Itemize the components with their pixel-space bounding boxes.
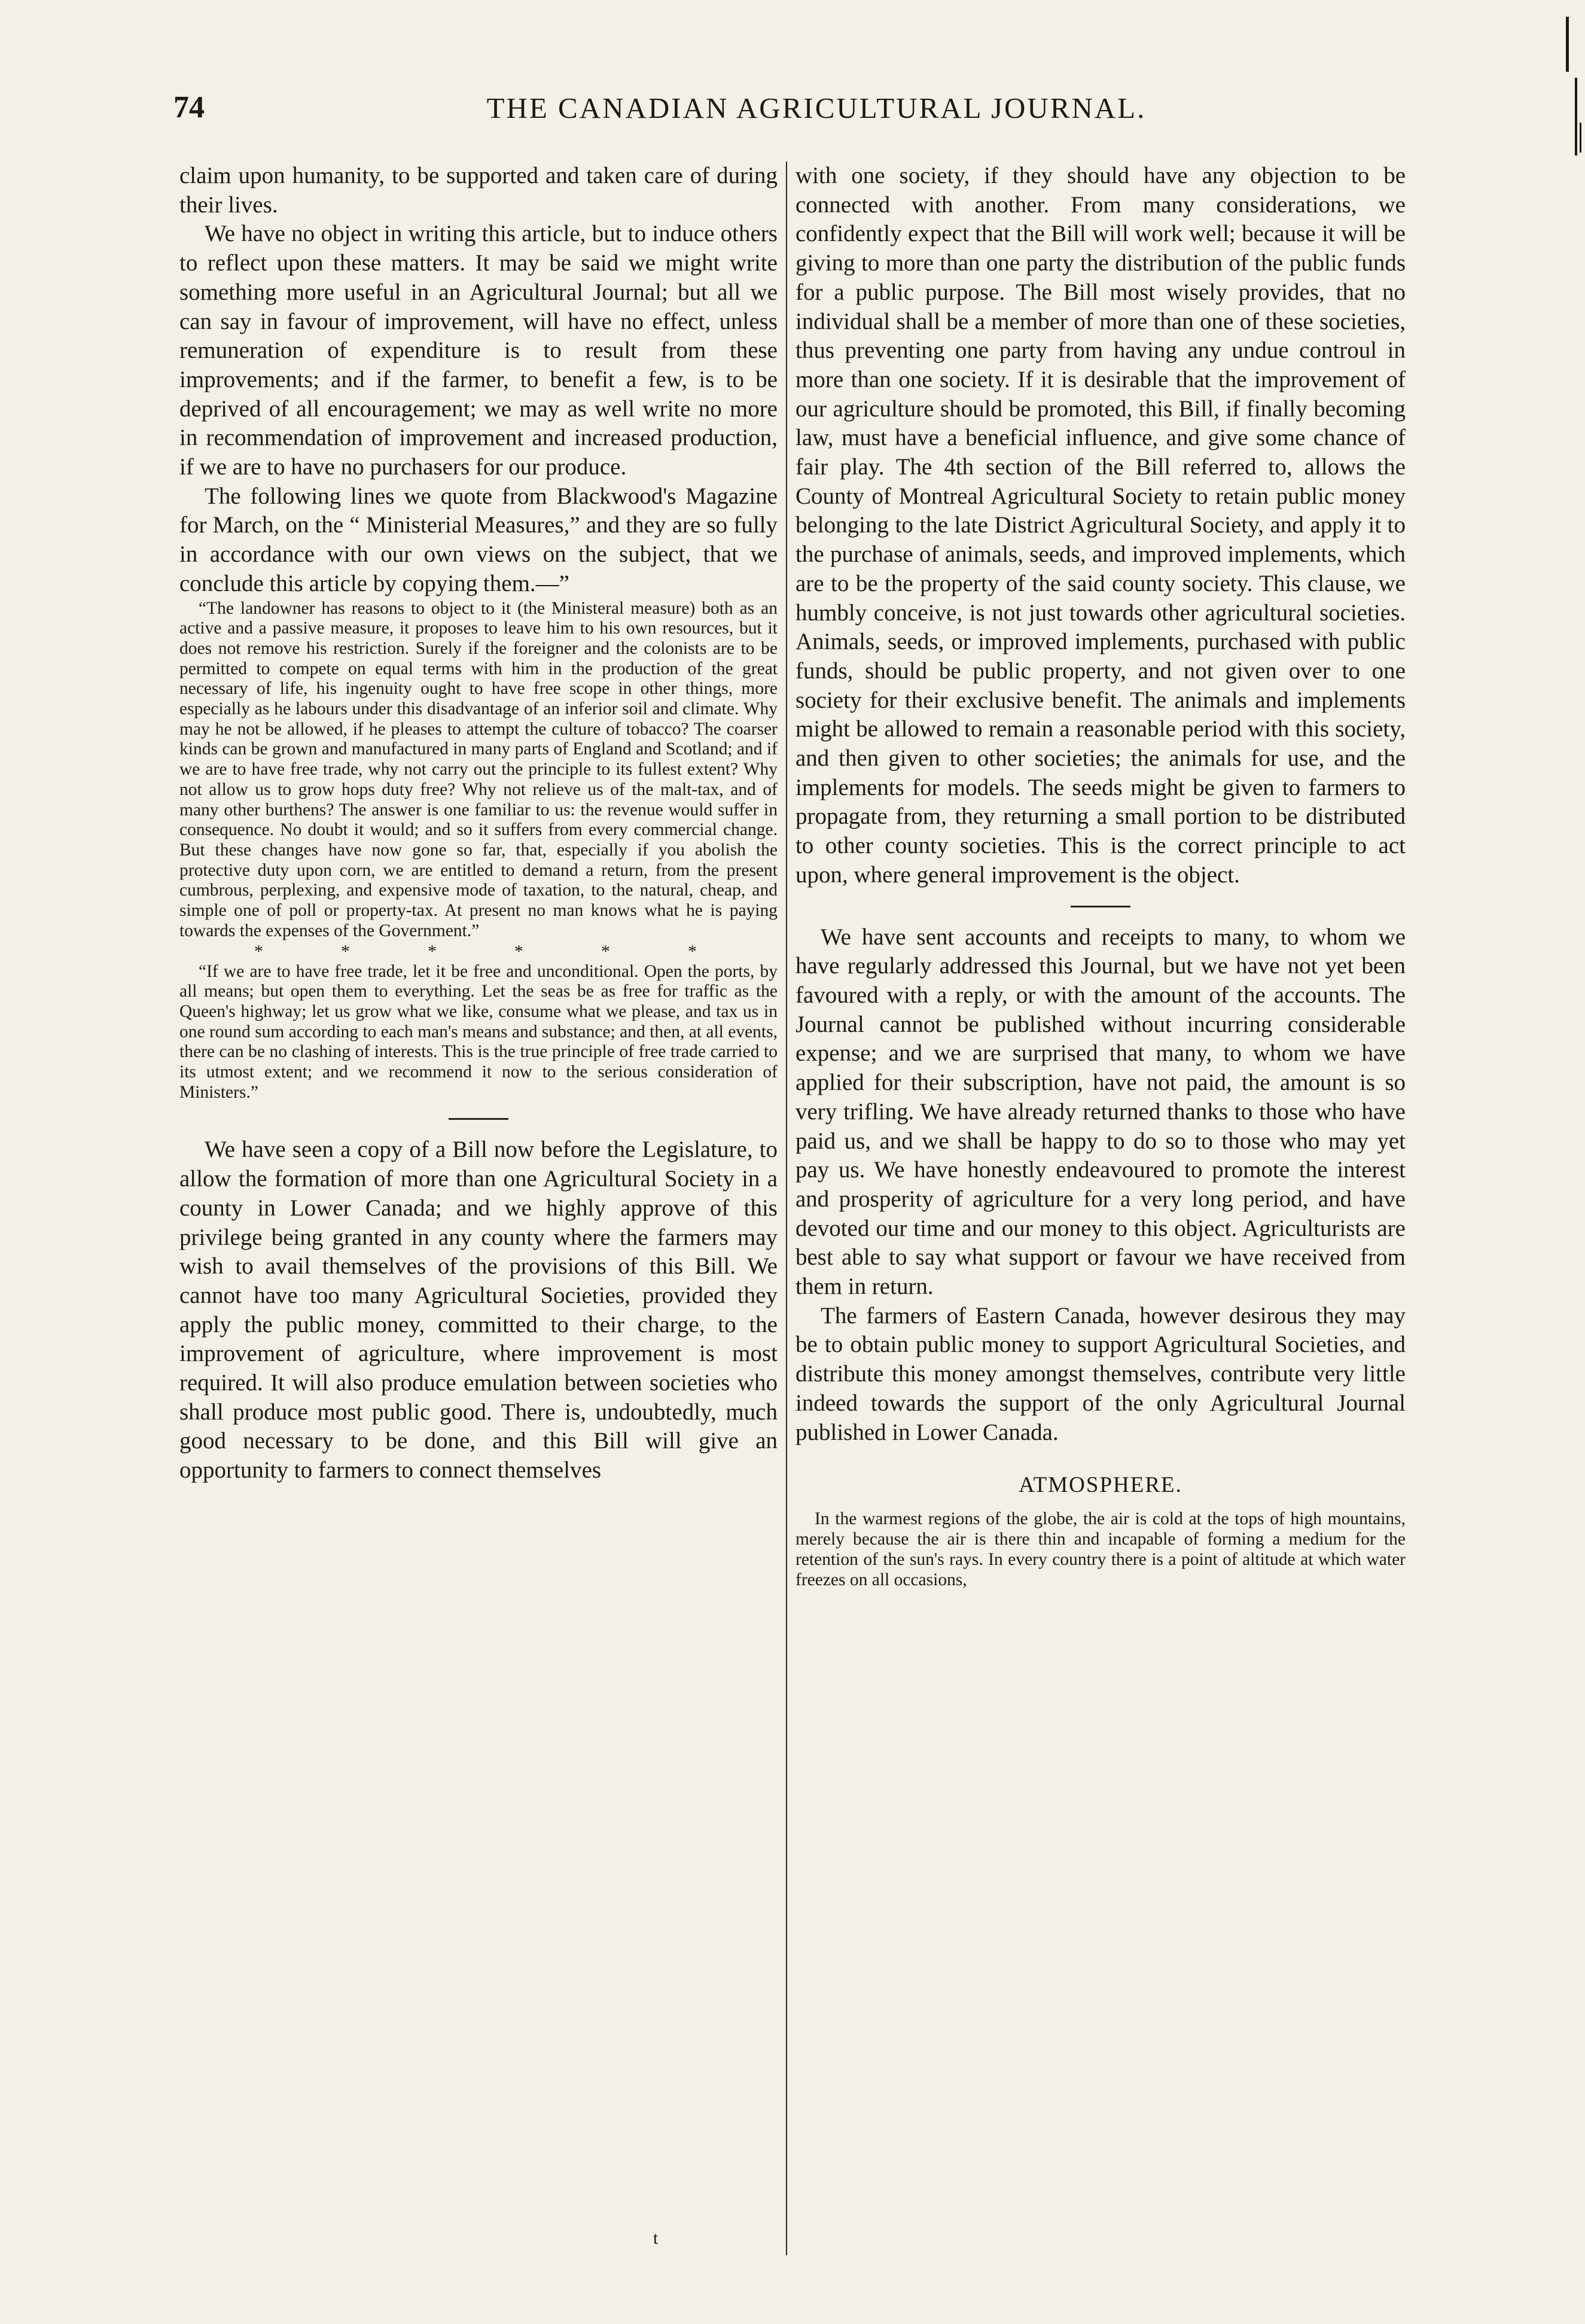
running-head: THE CANADIAN AGRICULTURAL JOURNAL. xyxy=(486,92,1147,124)
asterism xyxy=(179,942,778,962)
section-divider xyxy=(1071,906,1130,907)
left-column xyxy=(179,162,778,2255)
column-divider xyxy=(786,162,787,2255)
star: * xyxy=(254,941,263,961)
star: * xyxy=(341,941,350,961)
margin-mark xyxy=(1575,78,1577,156)
footer-mark: t xyxy=(653,2228,659,2248)
paragraph: with one society, if they should have any objection to be connected with another. From many considerations, we confidently expect that the Bill will work well; because it will be giving to more than one party the distribution of the public funds for a public purpose. The Bill most wisely provides, that no individual shall be a member of more than one of these societies, thus preventing one party from having any undue controul in more than one society. If it is desirable that the improvement of our agriculture should be promoted, this Bill, if finally becoming law, must have a beneficial influence, and give some chance of fair play. The 4th section of the Bill referred to, allows the County of Montreal Agricultural Society to retain public money belonging to the late District Agricultural Society, and apply it to the purchase of animals, seeds, and improved implements, which are to be the property of the said county society. This clause, we humbly conceive, is not just towards other agricultural societies. Animals, seeds, or improved implements, purchased with public funds, should be public property, and not given over to one society for their exclusive benefit. The animals and implements might be allowed to remain a reasonable period with this society, and then given to other societies; the animals for use, and the implements for models. The seeds might be given to farmers to propagate from, they returning a small portion to be distributed to other county societies. This is the correct principle to act upon, where general improvement is the object. xyxy=(795,163,1406,888)
paragraph: The following lines we quote from Blackwood's Magazine for March, on the “ Ministerial Measures,” and they are so fully in accordance with our own views on the subject, that we conclude this article by copying them.—” xyxy=(179,483,778,596)
star: * xyxy=(688,941,697,961)
paragraph: We have sent accounts and receipts to many, to whom we have regularly addressed this Journal, but we have not yet been favoured with a reply, or with the amount of the accounts. The Journal cannot be published without incurring considerable expense; and we are surprised that many, to whom we have applied for their subscription, have not paid, the amount is so very trifling. We have already returned thanks to those who have paid us, and we shall be happy to do so to those who may yet pay us. We have honestly endeavoured to promote the interest and prosperity of agriculture for a very long period, and have devoted our time and our money to this object. Agriculturists are best able to say what support or favour we have received from them in return. xyxy=(795,924,1406,1300)
star: * xyxy=(428,941,437,961)
block-quote: “If we are to have free trade, let it be free and unconditional. Open the ports, by all means; but open them to everything. Let the seas be as free for traffic as the Queen's highway; let us grow what we like, consume what we please, and tax us in one round sum according to each man's means and substance; and then, at all events, there can be no clashing of interests. This is the true principle of free trade carried to its utmost extent; and we recommend it now to the serious consideration of Ministers.” xyxy=(179,961,778,1102)
block-quote: “The landowner has reasons to object to it (the Ministeral measure) both as an active and a passive measure, it proposes to leave him to his own resources, but it does not remove his restriction. Surely if the foreigner and the colonists are to be permitted to compete on equal terms with him in the production of the great necessary of life, his ingenuity ought to have free scope in other things, more especially as he labours under this disadvantage of an inferior soil and climate. Why may he not be allowed, if he pleases to attempt the culture of tobacco? The coarser kinds can be grown and manufactured in many parts of England and Scotland; and if we are to have free trade, why not carry out the principle to its fullest extent? Why not allow us to grow hops duty free? Why not relieve us of the malt-tax, and of many other burthens? The answer is one familiar to us: the revenue would suffer in consequence. No doubt it would; and so it suffers from every commercial change. But these changes have now gone so far, that, especially if you abolish the protective duty upon corn, we are entitled to demand a return, from the present cumbrous, perplexing, and expensive mode of taxation, to the natural, cheap, and simple one of poll or property-tax. At present no man knows what he is paying towards the expenses of the Government.” xyxy=(179,598,778,940)
margin-mark xyxy=(1580,123,1581,153)
paragraph-small: In the warmest regions of the globe, the air is cold at the tops of high mountains, merely because the air is there thin and incapable of forming a medium for the retention of the sun's rays. In every country there is a point of altitude at which water freezes on all occasions, xyxy=(795,1509,1406,1590)
section-title: ATMOSPHERE. xyxy=(1019,1473,1182,1498)
right-column xyxy=(795,162,1406,2255)
paragraph: We have seen a copy of a Bill now before the Legislature, to allow the formation of more than one Agricultural Society in a county in Lower Canada; and we highly approve of this privilege being granted in any county where the farmers may wish to avail themselves of the provisions of this Bill. We cannot have too many Agricultural Societies, provided they apply the public money, committed to their charge, to the improvement of agriculture, where improvement is most required. It will also produce emulation between societies who shall produce most public good. There is, undoubtedly, much good necessary to be done, and this Bill will give an opportunity to farmers to connect themselves xyxy=(179,1137,778,1484)
section-divider xyxy=(449,1118,508,1120)
page-number: 74 xyxy=(173,90,205,124)
star: * xyxy=(514,941,523,961)
star: * xyxy=(601,941,610,961)
paragraph: claim upon humanity, to be supported and taken care of during their lives. xyxy=(179,163,778,218)
paragraph: We have no object in writing this article, but to induce others to reflect upon these matters. It may be said we might write something more useful in an Agricultural Journal; but all we can say in favour of improvement, will have no effect, unless remuneration of expenditure is to result from these improvements; and if the farmer, to benefit a few, is to be deprived of all encouragement; we may as well write no more in recommendation of improvement and increased production, if we are to have no purchasers for our produce. xyxy=(179,221,778,480)
paragraph: The farmers of Eastern Canada, however desirous they may be to obtain public money to support Agricultural Societies, and distribute this money amongst themselves, contribute very little indeed towards the support of the only Agricultural Journal published in Lower Canada. xyxy=(795,1302,1406,1445)
margin-mark xyxy=(1566,17,1569,72)
